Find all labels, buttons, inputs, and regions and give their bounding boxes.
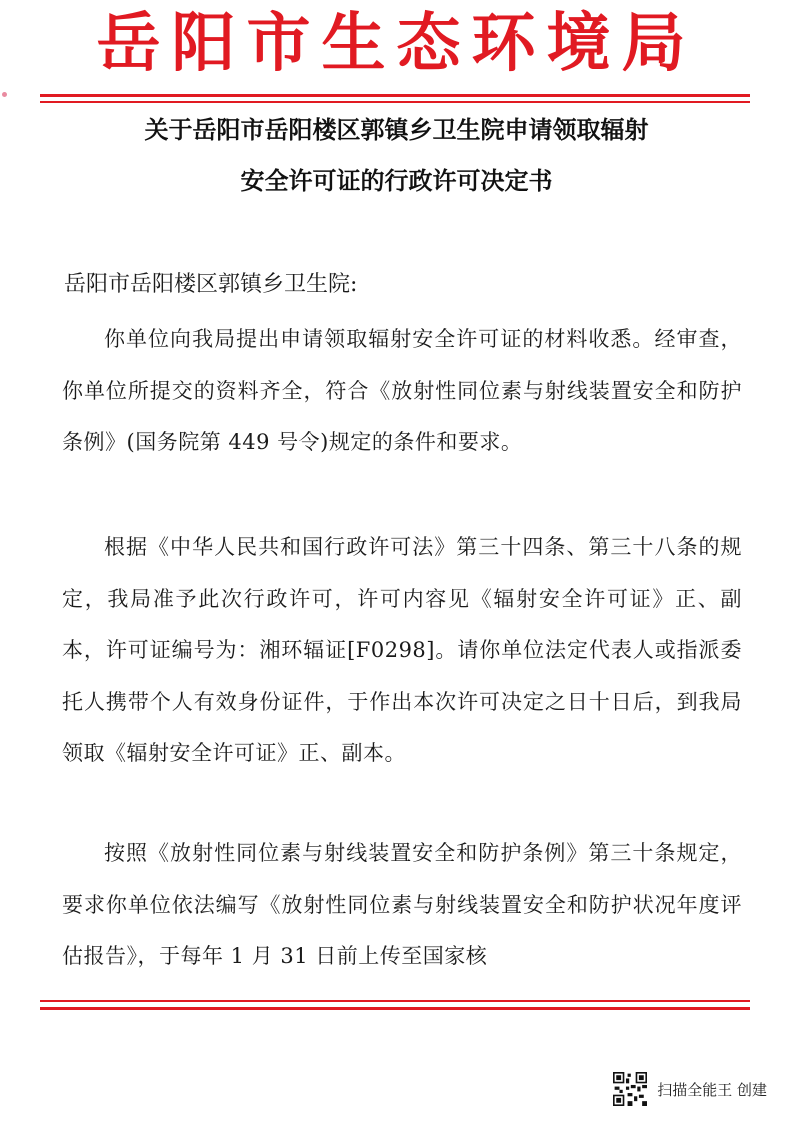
- document-title-line-1: 关于岳阳市岳阳楼区郭镇乡卫生院申请领取辐射: [144, 116, 649, 144]
- letterhead-organization: 岳阳市生态环境局: [96, 6, 697, 81]
- scan-artifact-dot: [2, 92, 7, 97]
- scanner-watermark: [613, 1072, 767, 1106]
- letterhead-red-rule-top-thin: [40, 101, 750, 103]
- body-paragraph-1: 你单位向我局提出申请领取辐射安全许可证的材料收悉。经审查，你单位所提交的资料齐全，符合《放射性同位素与射线装置安全和防护条例》(国务院第 449 号令)规定的条件和要求。: [62, 327, 742, 454]
- body-paragraph-2: 根据《中华人民共和国行政许可法》第三十四条、第三十八条的规定，我局准予此次行政许可，许可内容见《辐射安全许可证》正、副本，许可证编号为：湘环辐证[F0298]。请你单位法定代表人或指派委托人携带个人有效身份证件，于作出本次许可决定之日十日后，到我局领取《辐射安全许可证》正、副本。: [62, 535, 742, 765]
- footer-red-rule: [40, 1007, 750, 1010]
- qr-code-icon: [613, 1072, 647, 1106]
- document-title-line-2: 安全许可证的行政许可决定书: [240, 167, 553, 195]
- body-paragraph-3: 按照《放射性同位素与射线装置安全和防护条例》第三十条规定，要求你单位依法编写《放射性同位素与射线装置安全和防护状况年度评估报告》，于每年 1 月 31 日前上传至国家核: [62, 841, 742, 968]
- document-addressee: 岳阳市岳阳楼区郭镇乡卫生院:: [64, 272, 358, 297]
- footer-red-rule-thin: [40, 1000, 750, 1002]
- letterhead-red-rule-top: [40, 94, 750, 97]
- watermark-text: 扫描全能王 创建: [657, 1080, 767, 1099]
